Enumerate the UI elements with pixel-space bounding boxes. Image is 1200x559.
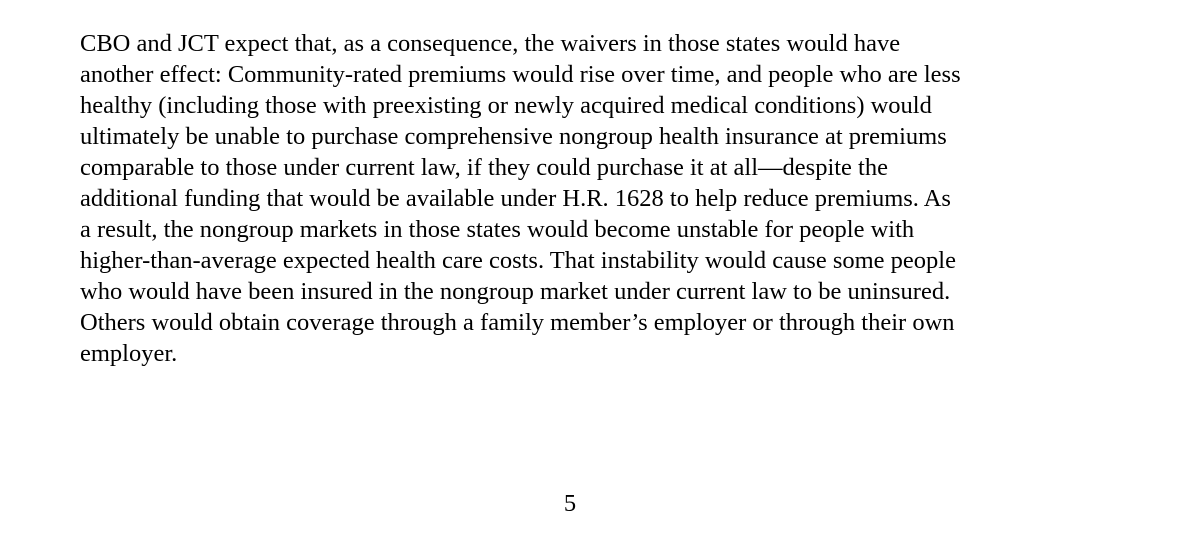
paragraph-line: ultimately be unable to purchase comprehensive nongroup health insurance at premiums [80,123,947,150]
paragraph-line: additional funding that would be available under H.R. 1628 to help reduce premiums. As [80,185,951,212]
paragraph-line: a result, the nongroup markets in those states would become unstable for people with [80,216,915,243]
page-number: 5 [563,490,577,517]
paragraph-line: employer. [80,340,178,367]
paragraph-line: Others would obtain coverage through a family member’s employer or through their own [80,309,955,336]
paragraph-line: comparable to those under current law, if they could purchase it at all—despite the [80,154,888,181]
paragraph-line: higher-than-average expected health care costs. That instability would cause some people [80,247,956,274]
paragraph-line: CBO and JCT expect that, as a consequence, the waivers in those states would have [80,30,901,57]
paragraph-line: who would have been insured in the nongroup market under current law to be uninsured. [80,278,951,305]
body-paragraph [80,28,1080,369]
paragraph-line: another effect: Community-rated premiums would rise over time, and people who are less [80,61,961,88]
paragraph-line: healthy (including those with preexisting or newly acquired medical conditions) would [80,92,932,119]
